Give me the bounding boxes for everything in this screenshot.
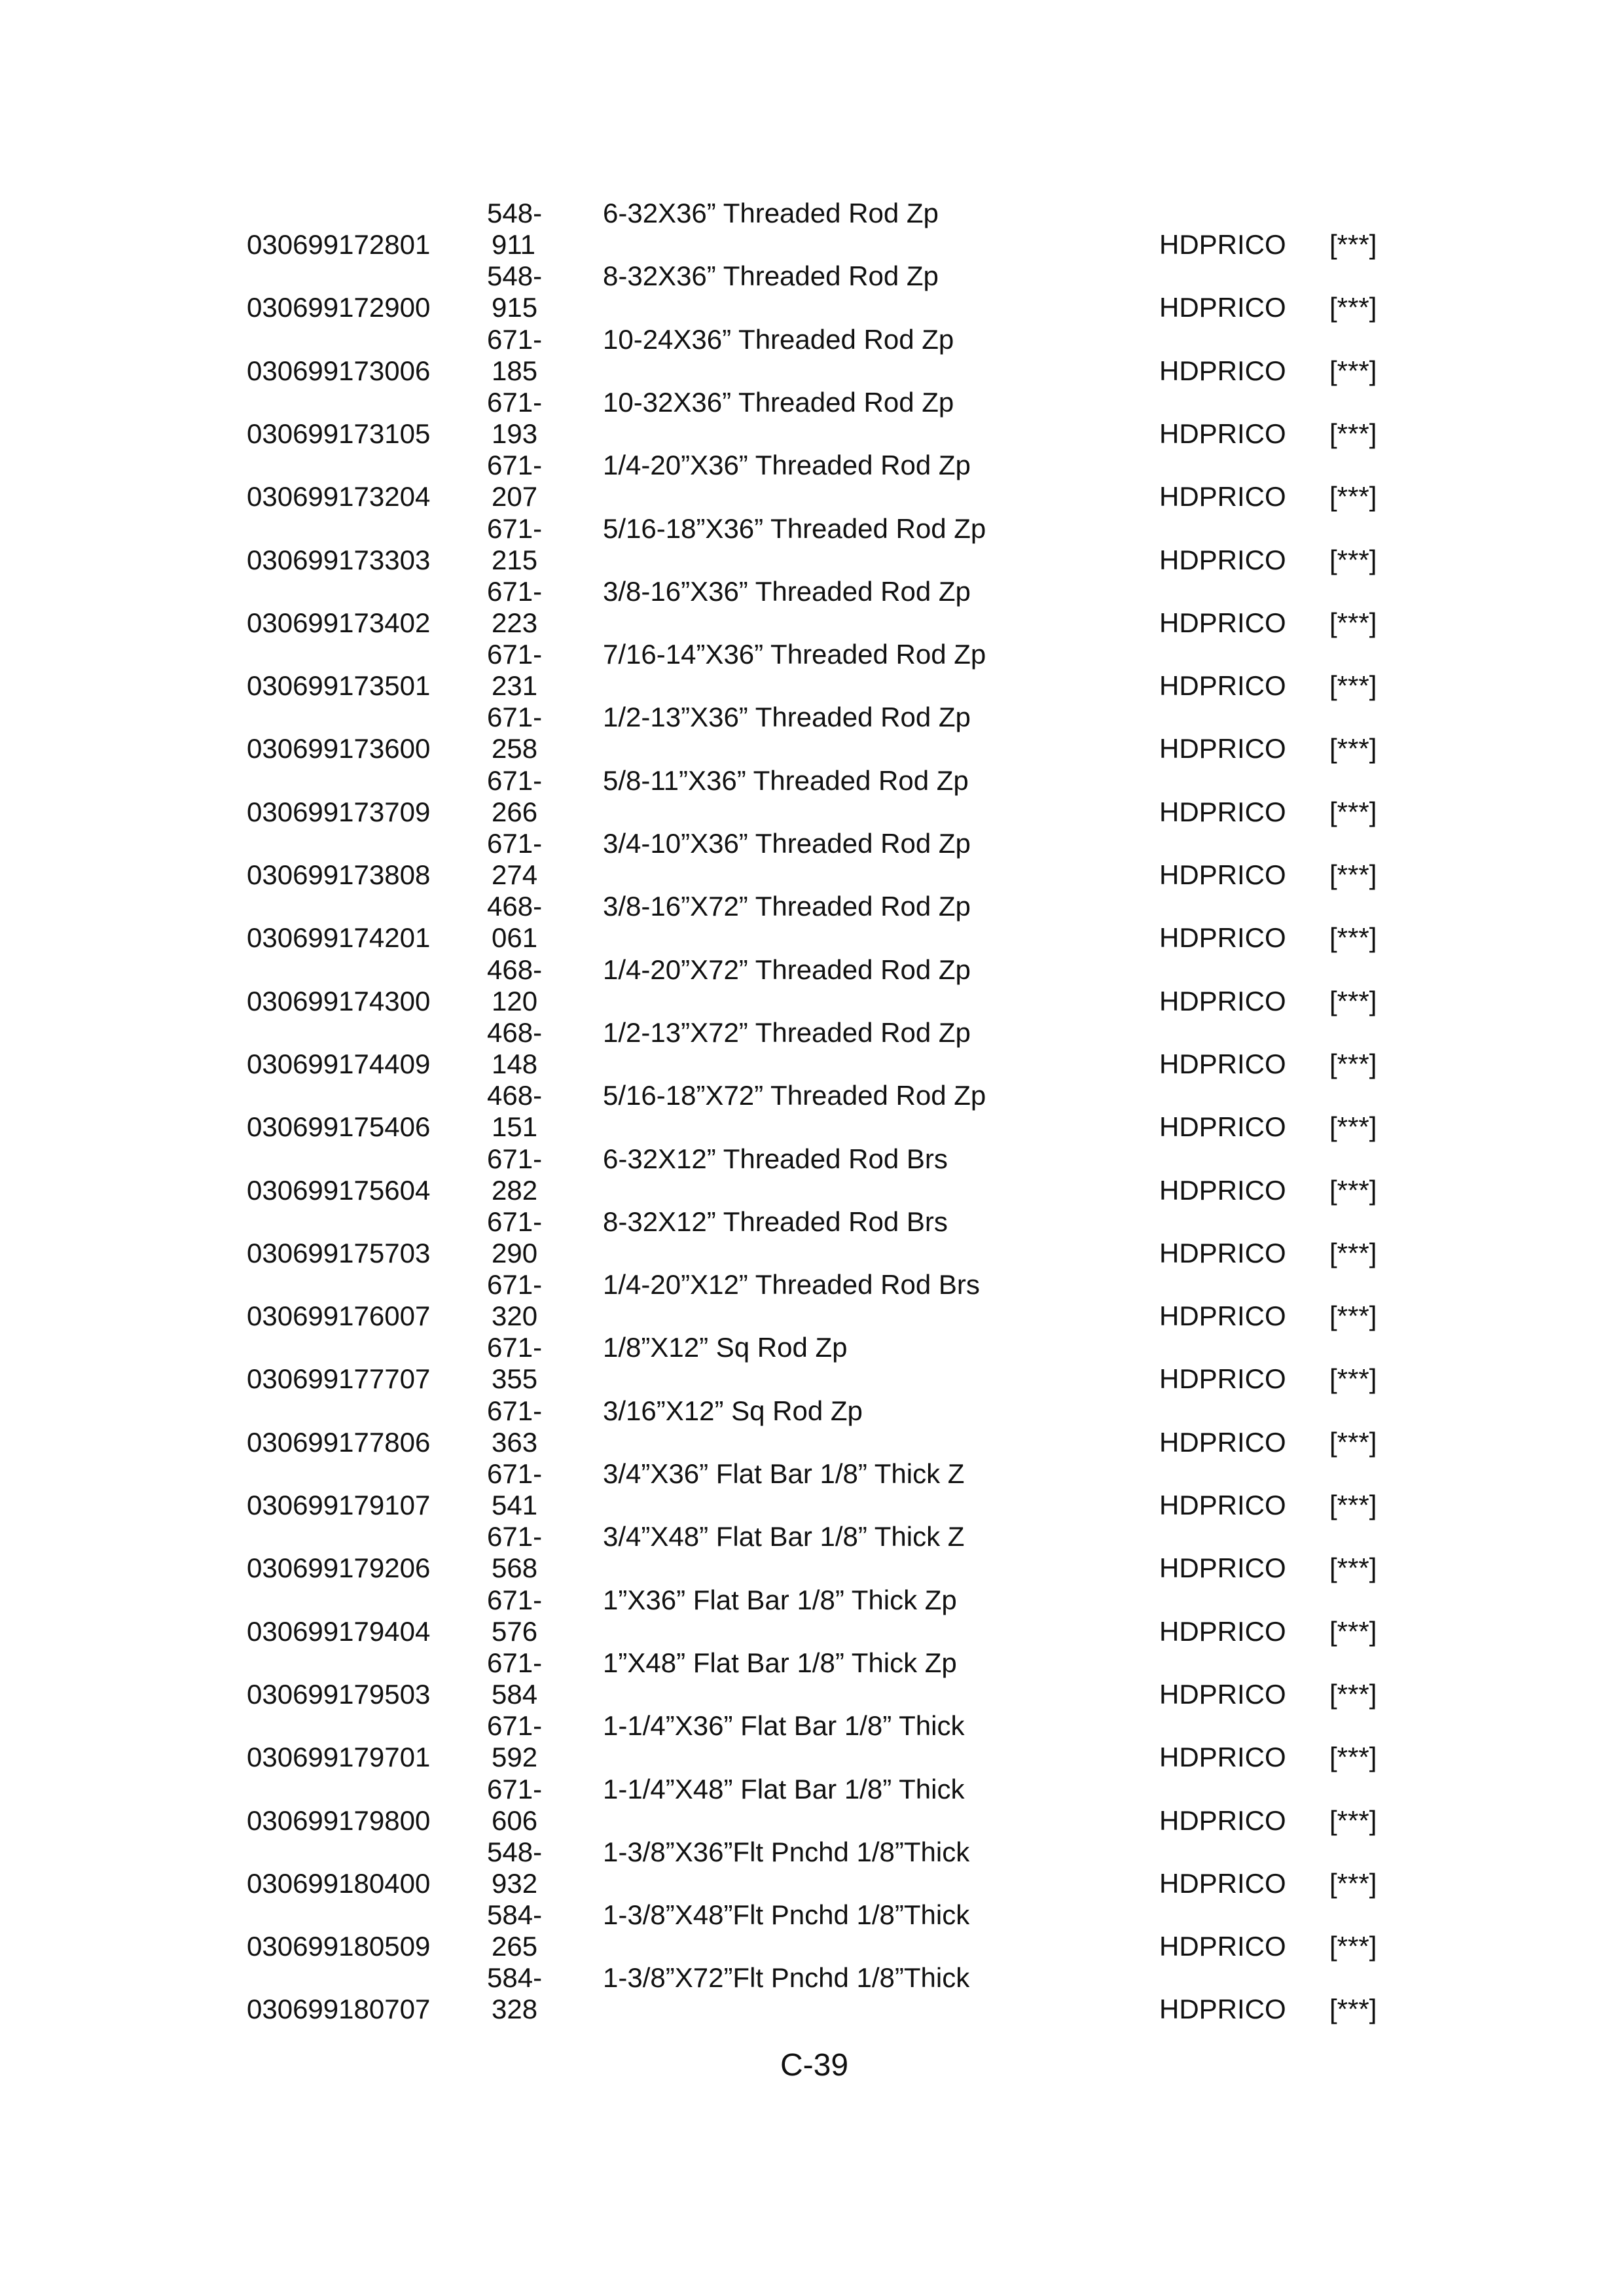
description-cell: 1/4-20”X36” Threaded Rod Zp <box>603 450 971 481</box>
price-cell: [***] <box>1329 607 1377 638</box>
description-cell: 1”X48” Flat Bar 1/8” Thick Zp <box>603 1647 957 1678</box>
sku-number-cell: 151 <box>492 1111 538 1143</box>
table-row <box>0 639 1624 702</box>
description-cell: 1/8”X12” Sq Rod Zp <box>603 1332 848 1363</box>
sku-prefix-cell: 671- <box>487 1647 543 1678</box>
table-row <box>0 954 1624 1017</box>
vendor-cell: HDPRICO <box>1159 922 1286 954</box>
vendor-cell: HDPRICO <box>1159 1363 1286 1395</box>
table-row <box>0 1017 1624 1080</box>
page-number: C-39 <box>780 2048 849 2083</box>
vendor-cell: HDPRICO <box>1159 292 1286 323</box>
sku-number-cell: 606 <box>492 1804 538 1836</box>
vendor-cell: HDPRICO <box>1159 733 1286 764</box>
sku-prefix-cell: 671- <box>487 702 543 733</box>
table-row <box>0 1710 1624 1773</box>
upc-cell: 030699173006 <box>247 355 431 386</box>
description-cell: 5/16-18”X72” Threaded Rod Zp <box>603 1080 986 1111</box>
sku-number-cell: 193 <box>492 418 538 449</box>
upc-cell: 030699176007 <box>247 1300 431 1332</box>
sku-number-cell: 061 <box>492 922 538 954</box>
vendor-cell: HDPRICO <box>1159 1174 1286 1206</box>
price-cell: [***] <box>1329 733 1377 764</box>
price-cell: [***] <box>1329 355 1377 386</box>
vendor-cell: HDPRICO <box>1159 1237 1286 1268</box>
price-cell: [***] <box>1329 1615 1377 1647</box>
upc-cell: 030699172801 <box>247 229 431 260</box>
table-row <box>0 1899 1624 1962</box>
sku-number-cell: 185 <box>492 355 538 386</box>
price-cell: [***] <box>1329 1742 1377 1773</box>
upc-cell: 030699180400 <box>247 1867 431 1899</box>
table-row <box>0 1395 1624 1458</box>
sku-number-cell: 290 <box>492 1237 538 1268</box>
vendor-cell: HDPRICO <box>1159 670 1286 702</box>
upc-cell: 030699175703 <box>247 1237 431 1268</box>
upc-cell: 030699173402 <box>247 607 431 638</box>
table-row <box>0 324 1624 387</box>
upc-cell: 030699173204 <box>247 481 431 512</box>
description-cell: 7/16-14”X36” Threaded Rod Zp <box>603 639 986 670</box>
table-row <box>0 1962 1624 2025</box>
table-row <box>0 1143 1624 1206</box>
sku-number-cell: 265 <box>492 1931 538 1962</box>
table-row <box>0 1206 1624 1269</box>
table-row <box>0 1458 1624 1521</box>
sku-prefix-cell: 548- <box>487 198 543 228</box>
sku-number-cell: 320 <box>492 1300 538 1332</box>
description-cell: 1/2-13”X36” Threaded Rod Zp <box>603 702 971 733</box>
vendor-cell: HDPRICO <box>1159 985 1286 1016</box>
upc-cell: 030699174201 <box>247 922 431 954</box>
description-cell: 3/4”X36” Flat Bar 1/8” Thick Z <box>603 1458 965 1489</box>
description-cell: 1-3/8”X36”Flt Pnchd 1/8”Thick <box>603 1836 970 1867</box>
sku-number-cell: 223 <box>492 607 538 638</box>
sku-prefix-cell: 468- <box>487 891 543 922</box>
upc-cell: 030699179800 <box>247 1804 431 1836</box>
table-row <box>0 1269 1624 1332</box>
upc-cell: 030699179503 <box>247 1678 431 1710</box>
vendor-cell: HDPRICO <box>1159 1300 1286 1332</box>
description-cell: 8-32X12” Threaded Rod Brs <box>603 1206 948 1237</box>
description-cell: 1-3/8”X72”Flt Pnchd 1/8”Thick <box>603 1962 970 1994</box>
price-cell: [***] <box>1329 796 1377 827</box>
sku-prefix-cell: 548- <box>487 1836 543 1867</box>
description-cell: 10-24X36” Threaded Rod Zp <box>603 323 954 355</box>
vendor-cell: HDPRICO <box>1159 1048 1286 1079</box>
price-cell: [***] <box>1329 1994 1377 2025</box>
sku-prefix-cell: 671- <box>487 575 543 607</box>
sku-number-cell: 148 <box>492 1048 538 1079</box>
sku-number-cell: 355 <box>492 1363 538 1395</box>
price-cell: [***] <box>1329 1363 1377 1395</box>
sku-prefix-cell: 671- <box>487 1584 543 1615</box>
sku-prefix-cell: 671- <box>487 1269 543 1300</box>
upc-cell: 030699173600 <box>247 733 431 764</box>
vendor-cell: HDPRICO <box>1159 1742 1286 1773</box>
sku-number-cell: 274 <box>492 859 538 890</box>
table-row <box>0 1647 1624 1710</box>
vendor-cell: HDPRICO <box>1159 1867 1286 1899</box>
price-cell: [***] <box>1329 1174 1377 1206</box>
description-cell: 3/4-10”X36” Threaded Rod Zp <box>603 828 971 859</box>
upc-cell: 030699177707 <box>247 1363 431 1395</box>
upc-cell: 030699179701 <box>247 1742 431 1773</box>
upc-cell: 030699173709 <box>247 796 431 827</box>
upc-cell: 030699175406 <box>247 1111 431 1143</box>
sku-prefix-cell: 584- <box>487 1962 543 1994</box>
upc-cell: 030699174409 <box>247 1048 431 1079</box>
upc-cell: 030699180707 <box>247 1994 431 2025</box>
sku-number-cell: 120 <box>492 985 538 1016</box>
price-cell: [***] <box>1329 1931 1377 1962</box>
sku-number-cell: 932 <box>492 1867 538 1899</box>
table-row <box>0 450 1624 512</box>
sku-number-cell: 584 <box>492 1678 538 1710</box>
price-cell: [***] <box>1329 1048 1377 1079</box>
sku-number-cell: 207 <box>492 481 538 512</box>
price-cell: [***] <box>1329 1237 1377 1268</box>
price-cell: [***] <box>1329 1111 1377 1143</box>
sku-number-cell: 576 <box>492 1615 538 1647</box>
vendor-cell: HDPRICO <box>1159 1490 1286 1520</box>
table-row <box>0 1521 1624 1584</box>
description-cell: 3/8-16”X36” Threaded Rod Zp <box>603 575 971 607</box>
table-row <box>0 198 1624 260</box>
sku-number-cell: 328 <box>492 1994 538 2025</box>
price-cell: [***] <box>1329 481 1377 512</box>
description-cell: 1/4-20”X72” Threaded Rod Zp <box>603 954 971 985</box>
vendor-cell: HDPRICO <box>1159 481 1286 512</box>
table-row <box>0 765 1624 828</box>
sku-prefix-cell: 671- <box>487 1773 543 1804</box>
description-cell: 5/16-18”X36” Threaded Rod Zp <box>603 512 986 544</box>
price-cell: [***] <box>1329 670 1377 702</box>
sku-number-cell: 215 <box>492 544 538 575</box>
description-cell: 1-1/4”X36” Flat Bar 1/8” Thick <box>603 1710 965 1742</box>
table-row <box>0 576 1624 639</box>
table-row <box>0 1774 1624 1837</box>
price-cell: [***] <box>1329 922 1377 954</box>
sku-prefix-cell: 671- <box>487 1521 543 1552</box>
price-cell: [***] <box>1329 1867 1377 1899</box>
vendor-cell: HDPRICO <box>1159 355 1286 386</box>
sku-prefix-cell: 671- <box>487 764 543 796</box>
price-cell: [***] <box>1329 1300 1377 1332</box>
sku-prefix-cell: 671- <box>487 386 543 418</box>
price-cell: [***] <box>1329 1490 1377 1520</box>
vendor-cell: HDPRICO <box>1159 1552 1286 1584</box>
table-row <box>0 702 1624 764</box>
vendor-cell: HDPRICO <box>1159 1804 1286 1836</box>
description-cell: 3/4”X48” Flat Bar 1/8” Thick Z <box>603 1521 965 1552</box>
vendor-cell: HDPRICO <box>1159 607 1286 638</box>
vendor-cell: HDPRICO <box>1159 1111 1286 1143</box>
sku-prefix-cell: 671- <box>487 1458 543 1489</box>
description-cell: 1/4-20”X12” Threaded Rod Brs <box>603 1269 980 1300</box>
table-row <box>0 387 1624 450</box>
description-cell: 3/16”X12” Sq Rod Zp <box>603 1395 863 1426</box>
table-row <box>0 1332 1624 1395</box>
sku-number-cell: 231 <box>492 670 538 702</box>
sku-prefix-cell: 671- <box>487 1332 543 1363</box>
upc-cell: 030699179404 <box>247 1615 431 1647</box>
description-cell: 8-32X36” Threaded Rod Zp <box>603 260 939 292</box>
upc-cell: 030699179206 <box>247 1552 431 1584</box>
table-row <box>0 513 1624 576</box>
upc-cell: 030699173501 <box>247 670 431 702</box>
sku-number-cell: 541 <box>492 1490 538 1520</box>
description-cell: 3/8-16”X72” Threaded Rod Zp <box>603 891 971 922</box>
price-cell: [***] <box>1329 544 1377 575</box>
sku-prefix-cell: 671- <box>487 1206 543 1237</box>
upc-cell: 030699175604 <box>247 1174 431 1206</box>
sku-prefix-cell: 671- <box>487 828 543 859</box>
vendor-cell: HDPRICO <box>1159 544 1286 575</box>
description-cell: 1”X36” Flat Bar 1/8” Thick Zp <box>603 1584 957 1615</box>
price-cell: [***] <box>1329 418 1377 449</box>
sku-prefix-cell: 671- <box>487 1395 543 1426</box>
price-cell: [***] <box>1329 229 1377 260</box>
price-cell: [***] <box>1329 1804 1377 1836</box>
vendor-cell: HDPRICO <box>1159 1426 1286 1458</box>
sku-prefix-cell: 671- <box>487 1710 543 1742</box>
upc-cell: 030699173105 <box>247 418 431 449</box>
sku-number-cell: 282 <box>492 1174 538 1206</box>
table-row <box>0 260 1624 323</box>
sku-prefix-cell: 671- <box>487 323 543 355</box>
table-row <box>0 1585 1624 1647</box>
sku-number-cell: 266 <box>492 796 538 827</box>
price-cell: [***] <box>1329 985 1377 1016</box>
table-row <box>0 828 1624 891</box>
upc-cell: 030699179107 <box>247 1490 431 1520</box>
table-row <box>0 1837 1624 1899</box>
description-cell: 1-3/8”X48”Flt Pnchd 1/8”Thick <box>603 1899 970 1931</box>
vendor-cell: HDPRICO <box>1159 1615 1286 1647</box>
sku-prefix-cell: 468- <box>487 1080 543 1111</box>
vendor-cell: HDPRICO <box>1159 1994 1286 2025</box>
upc-cell: 030699177806 <box>247 1426 431 1458</box>
description-cell: 1-1/4”X48” Flat Bar 1/8” Thick <box>603 1773 965 1804</box>
upc-cell: 030699172900 <box>247 292 431 323</box>
upc-cell: 030699173808 <box>247 859 431 890</box>
upc-cell: 030699180509 <box>247 1931 431 1962</box>
description-cell: 1/2-13”X72” Threaded Rod Zp <box>603 1016 971 1048</box>
sku-number-cell: 258 <box>492 733 538 764</box>
vendor-cell: HDPRICO <box>1159 229 1286 260</box>
description-cell: 6-32X36” Threaded Rod Zp <box>603 198 939 228</box>
sku-prefix-cell: 548- <box>487 260 543 292</box>
sku-prefix-cell: 671- <box>487 450 543 481</box>
sku-prefix-cell: 468- <box>487 954 543 985</box>
sku-number-cell: 911 <box>492 229 535 260</box>
table-row <box>0 1080 1624 1143</box>
price-cell: [***] <box>1329 1426 1377 1458</box>
description-cell: 5/8-11”X36” Threaded Rod Zp <box>603 764 969 796</box>
table-row <box>0 891 1624 954</box>
description-cell: 6-32X12” Threaded Rod Brs <box>603 1143 948 1174</box>
sku-number-cell: 568 <box>492 1552 538 1584</box>
sku-number-cell: 592 <box>492 1742 538 1773</box>
sku-prefix-cell: 468- <box>487 1016 543 1048</box>
sku-prefix-cell: 671- <box>487 639 543 670</box>
price-cell: [***] <box>1329 859 1377 890</box>
price-cell: [***] <box>1329 292 1377 323</box>
sku-prefix-cell: 671- <box>487 1143 543 1174</box>
upc-cell: 030699173303 <box>247 544 431 575</box>
price-cell: [***] <box>1329 1678 1377 1710</box>
upc-cell: 030699174300 <box>247 985 431 1016</box>
vendor-cell: HDPRICO <box>1159 418 1286 449</box>
vendor-cell: HDPRICO <box>1159 796 1286 827</box>
sku-prefix-cell: 584- <box>487 1899 543 1931</box>
sku-number-cell: 363 <box>492 1426 538 1458</box>
vendor-cell: HDPRICO <box>1159 1931 1286 1962</box>
vendor-cell: HDPRICO <box>1159 859 1286 890</box>
sku-number-cell: 915 <box>492 292 538 323</box>
vendor-cell: HDPRICO <box>1159 1678 1286 1710</box>
price-cell: [***] <box>1329 1552 1377 1584</box>
description-cell: 10-32X36” Threaded Rod Zp <box>603 386 954 418</box>
sku-prefix-cell: 671- <box>487 512 543 544</box>
